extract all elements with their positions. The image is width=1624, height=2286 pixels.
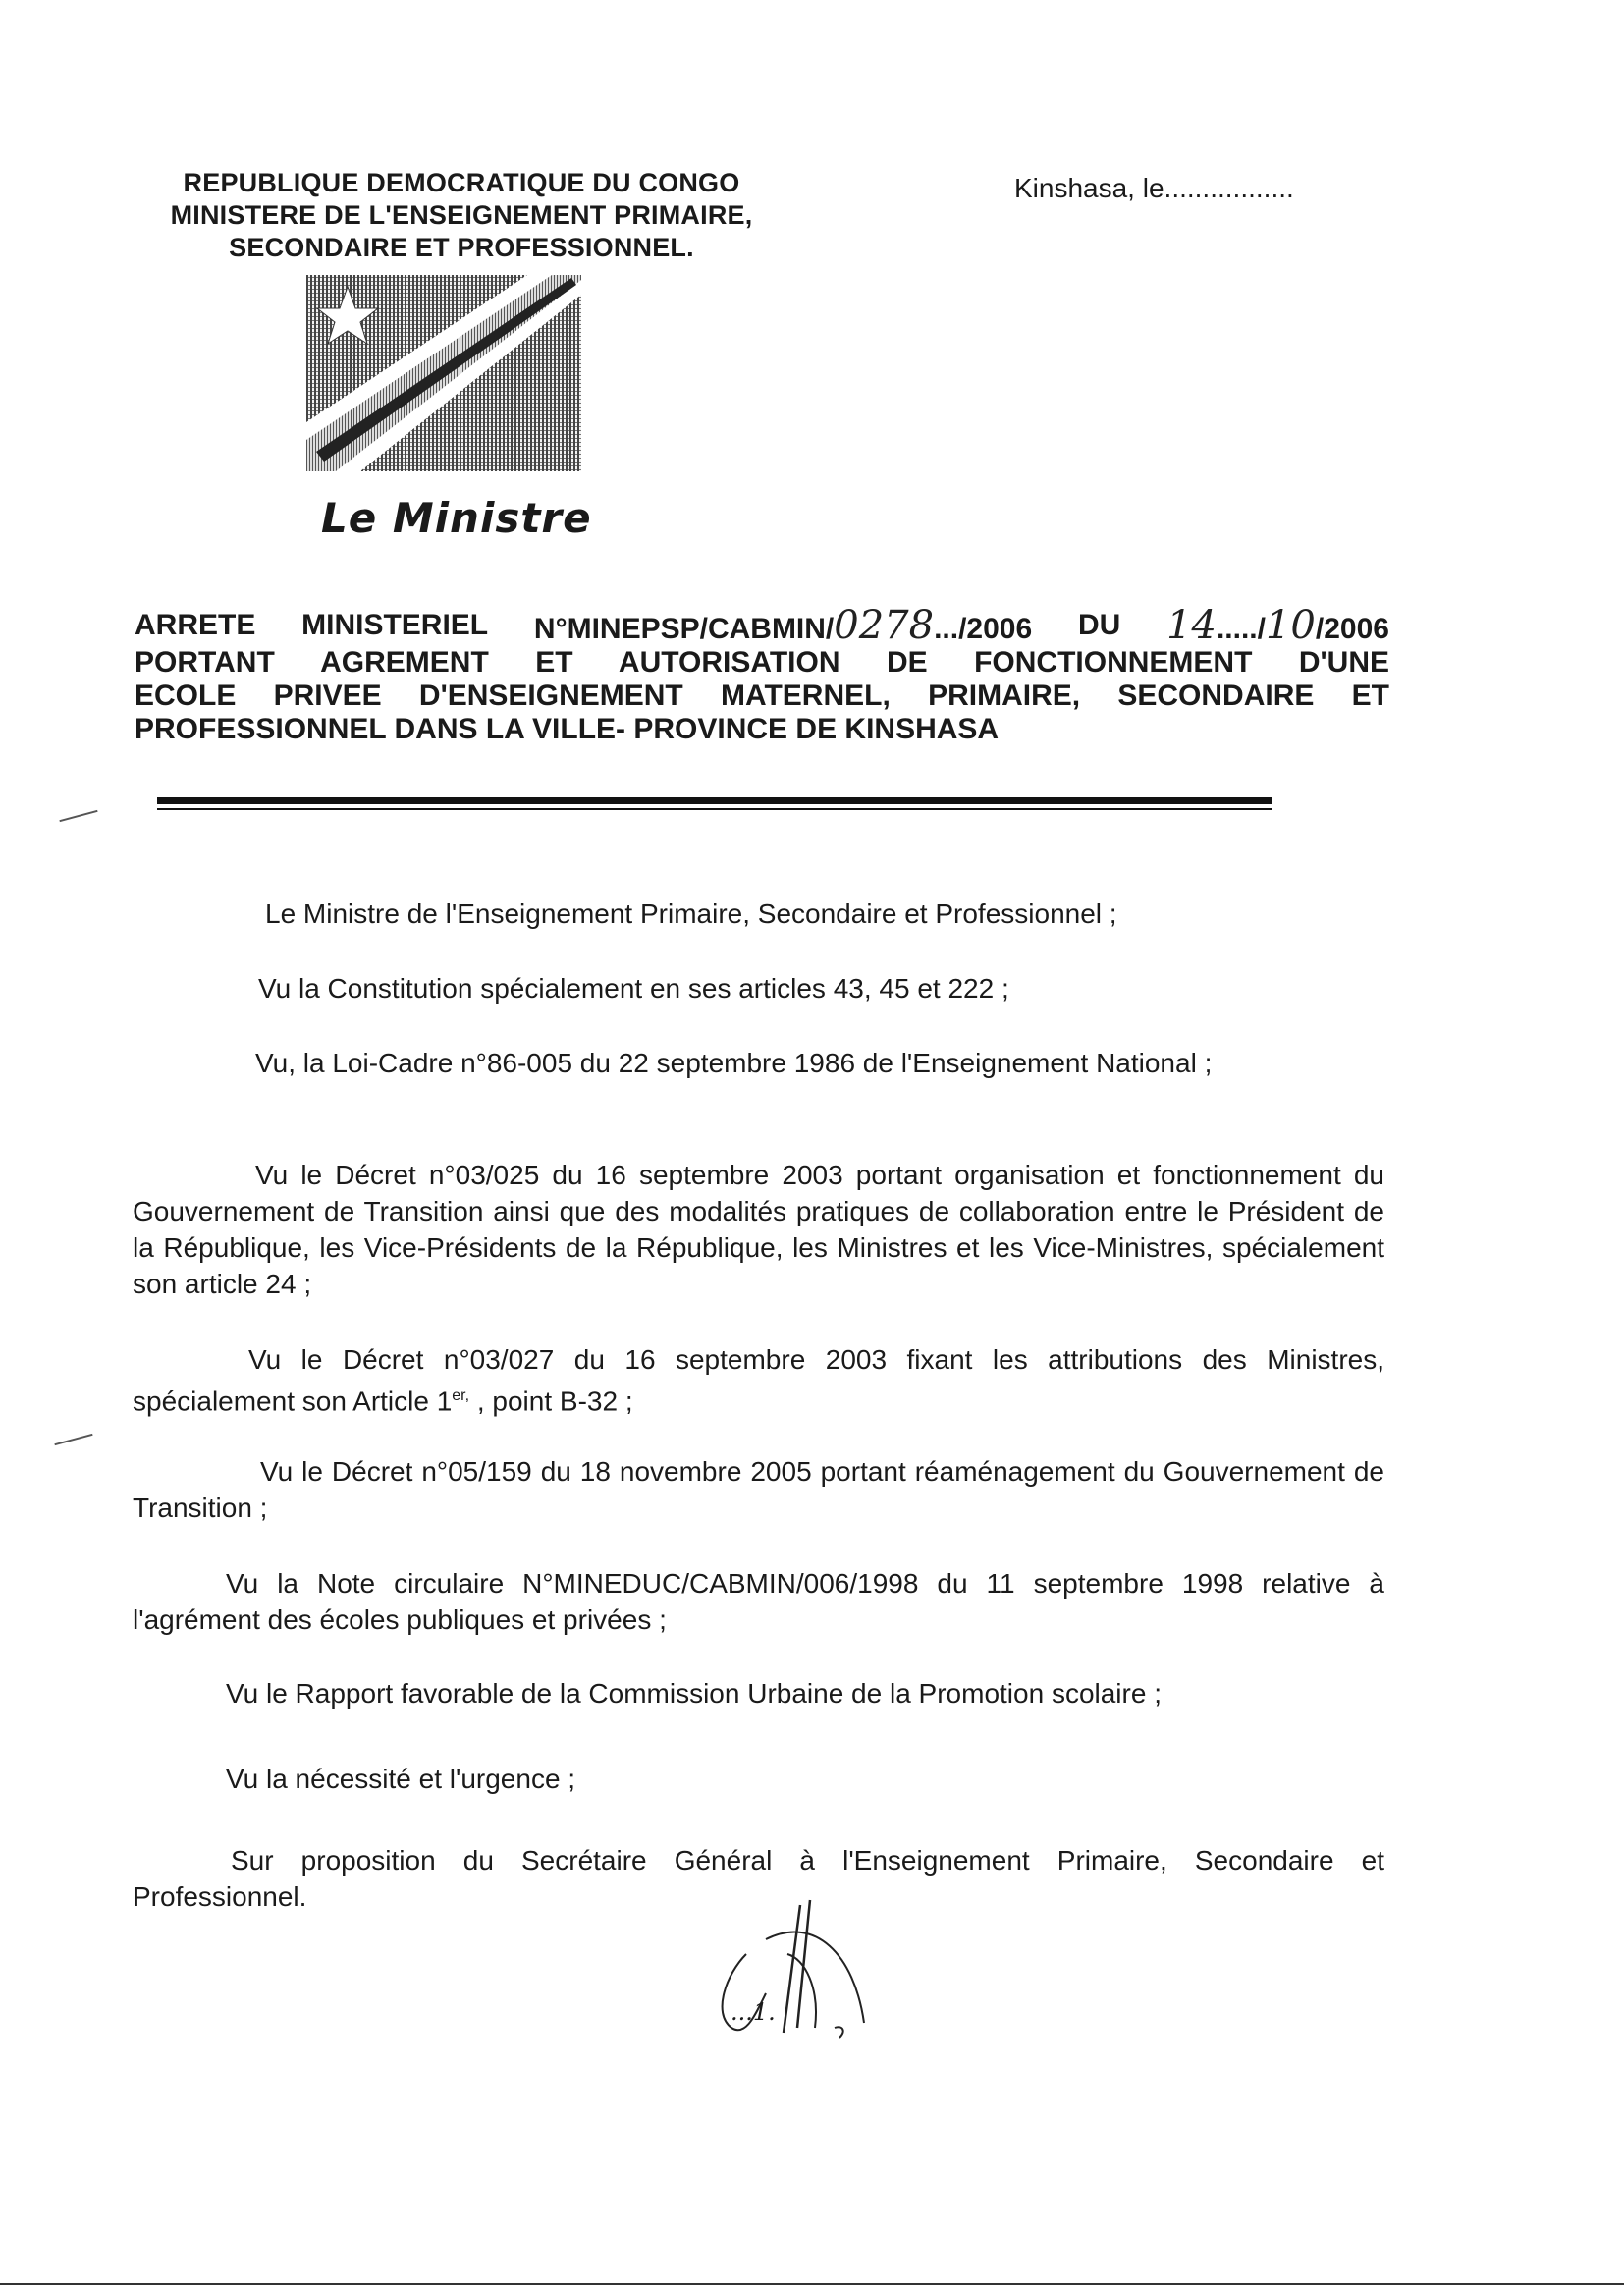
scan-mark <box>54 1434 92 1445</box>
preamble-decret-03-027 <box>133 1341 1384 1419</box>
handwritten-month: 10 <box>1265 603 1316 648</box>
decree-reference <box>533 603 1033 648</box>
drc-flag-emblem-icon <box>306 275 581 471</box>
preamble-rapport: Vu le Rapport favorable de la Commission Urbaine de la Promotion scolaire ; <box>226 1678 1162 1709</box>
title-underline-thin <box>157 808 1272 810</box>
preamble-decret-05-159: Vu le Décret n°05/159 du 18 novembre 2005 portant réaménagement du Gouvernement de Transition ; <box>133 1456 1384 1523</box>
decree-title-line-1 <box>135 603 1389 648</box>
decree-date <box>1166 603 1389 648</box>
title-underline-thick <box>157 797 1272 804</box>
letterhead-ministry-cont: SECONDAIRE ET PROFESSIONNEL. <box>229 233 694 262</box>
letterhead-country: REPUBLIQUE DEMOCRATIQUE DU CONGO <box>183 168 740 197</box>
decree-word-du: DU <box>1077 609 1121 641</box>
dateline: Kinshasa, le................. <box>1014 173 1294 203</box>
decree-title-line-3: ECOLE PRIVEE D'ENSEIGNEMENT MATERNEL, PRIMAIRE, SECONDAIRE ET <box>135 680 1389 712</box>
decree-title-line-4: PROFESSIONNEL DANS LA VILLE- PROVINCE DE KINSHASA <box>135 713 1000 745</box>
preamble-loi-cadre: Vu, la Loi-Cadre n°86-005 du 22 septembre 1986 de l'Enseignement National ; <box>255 1048 1213 1078</box>
decree-reference-suffix: .../2006 <box>934 613 1033 645</box>
preamble-note-circulaire: Vu la Note circulaire N°MINEDUC/CABMIN/006/1998 du 11 septembre 1998 relative à l'agrément des écoles publiques et privées ; <box>133 1568 1384 1635</box>
decree-reference-prefix: N°MINEPSP/CABMIN/ <box>533 613 835 645</box>
preamble-minister: Le Ministre de l'Enseignement Primaire, Secondaire et Professionnel ; <box>265 898 1117 929</box>
letterhead <box>118 167 805 264</box>
handwritten-decree-number: 0278 <box>834 603 935 648</box>
decree-word-arrete: ARRETE <box>135 609 256 641</box>
decree-title-line-2: PORTANT AGREMENT ET AUTORISATION DE FONCTIONNEMENT D'UNE <box>135 646 1389 679</box>
preamble-proposition: Sur proposition du Secrétaire Général à l'Enseignement Primaire, Secondaire et Professionnel. <box>133 1845 1384 1912</box>
preamble-urgence: Vu la nécessité et l'urgence ; <box>226 1764 576 1794</box>
initials-text: ...1. <box>731 1998 776 2026</box>
preamble-constitution: Vu la Constitution spécialement en ses articles 43, 45 et 222 ; <box>258 973 1009 1004</box>
preamble-decret-03-027-text: Vu le Décret n°03/027 du 16 septembre 2003 fixant les attributions des Ministres, spécialement son Article 1 <box>133 1344 1384 1417</box>
decree-year: /2006 <box>1315 613 1389 645</box>
superscript-er: er, <box>452 1388 470 1404</box>
page-bottom-edge <box>0 2283 1624 2285</box>
handwritten-day: 14 <box>1166 603 1217 648</box>
date-separator: ...../ <box>1216 613 1266 645</box>
handwritten-initials <box>707 1895 874 2042</box>
scan-mark <box>59 810 97 822</box>
letterhead-ministry: MINISTERE DE L'ENSEIGNEMENT PRIMAIRE, <box>170 200 753 230</box>
decree-word-ministeriel: MINISTERIEL <box>301 609 489 641</box>
decree-title <box>135 603 1389 746</box>
signatory-heading: Le Ministre <box>321 494 592 542</box>
preamble-decret-03-027-point: , point B-32 ; <box>469 1386 633 1417</box>
preamble-decret-03-025: Vu le Décret n°03/025 du 16 septembre 2003 portant organisation et fonctionnement du Gouvernement de Transition ainsi que des modalités pratiques de collaboration entre le Président de la République, les Vice-Présidents de la République, les Ministres et les Vice-Ministres, spécialement son article 24 ; <box>133 1160 1384 1299</box>
